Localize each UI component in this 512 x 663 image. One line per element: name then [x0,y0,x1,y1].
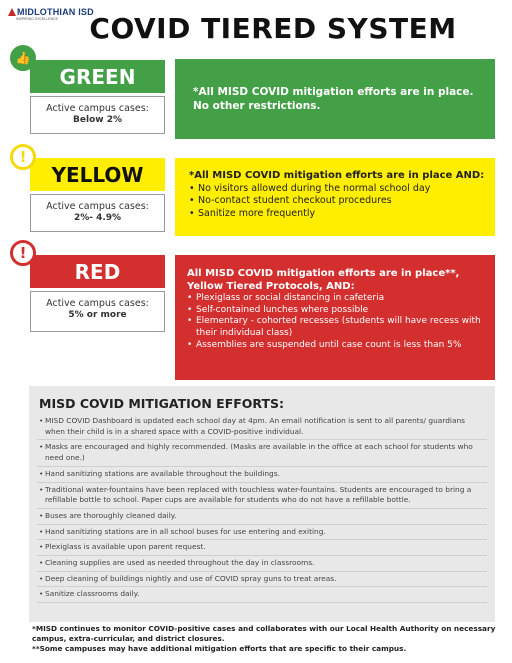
tier-label-red: RED [30,255,165,288]
logo-tagline: INSPIRING EXCELLENCE [16,17,59,21]
cases-label: Active campus cases: [46,201,149,212]
list-item: • Self-contained lunches where possible [187,305,495,317]
list-item: • Sanitize classrooms daily. [37,589,487,603]
tier-protocol-list [189,183,495,221]
list-item: • No visitors allowed during the normal school day [189,183,495,196]
thumbs-up-icon: 👍 [10,45,36,71]
footnote: *MISD continues to monitor COVID-positive cases and collaborates with our Local Health Authority on necessary campus, extra-curricular, and district closures. [32,624,496,643]
cases-box-red [30,291,165,332]
cases-value: Below 2% [73,115,122,125]
list-item: • Cleaning supplies are used as needed throughout the day in classrooms. [37,558,487,572]
list-item: • Masks are encouraged and highly recommended. (Masks are available in the office at each school for students who need one.) [37,442,487,466]
exclamation-icon: ! [10,240,36,266]
logo-name: MIDLOTHIAN ISD [17,7,94,17]
tier-label-yellow: YELLOW [30,158,165,191]
mitigation-heading: MISD COVID MITIGATION EFFORTS: [39,396,285,411]
footnote: **Some campuses may have additional mitigation efforts that are specific to their campus. [32,644,407,653]
tier-label-green: GREEN [30,60,165,93]
mitigation-list [37,416,487,603]
cases-label: Active campus cases: [46,298,149,309]
tier-protocol-list [187,293,495,352]
list-item: • Traditional water-fountains have been replaced with touchless water-fountains. Students are encouraged to bring a refillable bottle to school. Paper cups are available for students who do not have a refillable bottle. [37,485,487,509]
list-item: • MISD COVID Dashboard is updated each school day at 4pm. An email notification is sent to all parents/ guardians when their child is in a shared space with a COVID-positive individual. [37,416,487,440]
mitigation-panel [29,386,495,622]
list-item: • Sanitize more frequently [189,208,495,221]
list-item: • Elementary - cohorted recesses (students will have recess with their individual class) [187,316,495,339]
list-item: • Hand sanitizing stations are in all school buses for use entering and exiting. [37,527,487,541]
cases-value: 2%- 4.9% [73,213,122,223]
tier-panel-green [175,59,495,139]
tier-lead: *All MISD COVID mitigation efforts are in place. [193,86,474,98]
tier-lead-2: No other restrictions. [193,100,321,112]
tier-panel-red [175,255,495,380]
exclamation-icon: ! [10,144,36,170]
list-item: • Buses are thoroughly cleaned daily. [37,511,487,525]
list-item: • Assemblies are suspended until case count is less than 5% [187,340,495,352]
cases-label: Active campus cases: [46,103,149,114]
tier-lead: *All MISD COVID mitigation efforts are in place AND: [189,170,485,181]
tier-panel-yellow [175,158,495,236]
page-title: COVID TIERED SYSTEM [89,12,457,45]
list-item: • Plexiglass or social distancing in cafeteria [187,293,495,305]
tier-lead-2: Yellow Tiered Protocols, AND: [187,280,355,292]
list-item: • No-contact student checkout procedures [189,195,495,208]
list-item: • Plexiglass is available upon parent request. [37,542,487,556]
list-item: • Hand sanitizing stations are available throughout the buildings. [37,469,487,483]
cases-box-yellow [30,194,165,232]
cases-value: 5% or more [68,310,127,320]
footnotes [32,624,502,654]
tier-lead: All MISD COVID mitigation efforts are in place**, [187,268,460,279]
cases-box-green [30,96,165,134]
list-item: • Deep cleaning of buildings nightly and use of COVID spray guns to treat areas. [37,574,487,588]
